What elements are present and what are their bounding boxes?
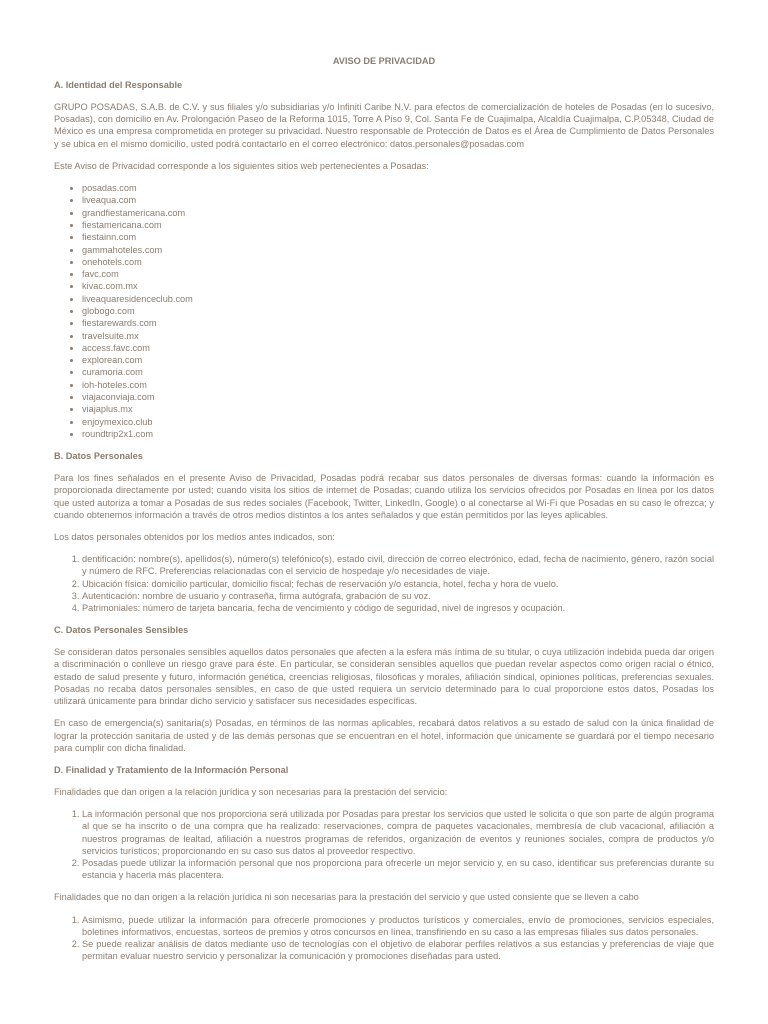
section-a-paragraph-1: GRUPO POSADAS, S.A.B. de C.V. y sus filiales y/o subsidiarias y/o Infiniti Caribe N.V. para efectos de comercialización de hoteles de Posadas (en lo sucesivo, Posadas), con domicilio en Av. Prolongación Paseo de la Reforma 1015, Torre A Piso 9, Col. Santa Fe de Cuajimalpa, Alcaldía Cuajimalpa, C.P.05348, Ciudad de México es una empresa comprometida en proteger su privacidad. Nuestro responsable de Protección de Datos es el Área de Cumplimiento de Datos Personales y se ubica en el mismo domicilio, usted podrá contactarlo en el correo electrónico: datos.personales@posadas.com xyxy=(54,102,714,149)
list-item: 1. dentificación: nombre(s), apellidos(s), número(s) telefónico(s), estado civil, dirección de correo electrónico, edad, fecha de nacimiento, género, razón social y número de RFC. Preferencias relacionadas con el servicio de hospedaje y/o necesidades de viaje. xyxy=(82,553,714,577)
list-item: 2. Posadas puede utilizar la información personal que nos proporciona para ofrecerle un mejor servicio y, en su caso, identificar sus preferencias durante su estancia y hacerla más placentera. xyxy=(82,857,714,881)
list-item: • ioh-hoteles.com xyxy=(82,379,714,391)
list-item: 4. Patrimoniales: número de tarjeta bancaria, fecha de vencimiento y código de seguridad, nivel de ingresos y ocupación. xyxy=(82,602,714,614)
list-item: • liveaqua.com xyxy=(82,194,714,206)
section-b-paragraph-2: Los datos personales obtenidos por los medios antes indicados, son: xyxy=(54,532,335,543)
list-item: • fiestarewards.com xyxy=(82,317,714,329)
list-item: • explorean.com xyxy=(82,354,714,366)
purposes-list-2 xyxy=(54,914,714,963)
section-a-paragraph-2: Este Aviso de Privacidad corresponde a los siguientes sitios web pertenecientes a Posadas: xyxy=(54,160,429,171)
list-item: 2. Ubicación física: domicilio particular, domicilio fiscal; fechas de reservación y/o estancia, hotel, fecha y hora de vuelo. xyxy=(82,578,714,590)
list-item: • kivac.com.mx xyxy=(82,280,714,292)
list-item: • grandfiestamericana.com xyxy=(82,207,714,219)
list-item: • fiestamericana.com xyxy=(82,219,714,231)
list-item: • posadas.com xyxy=(82,182,714,194)
section-c-heading: C. Datos Personales Sensibles xyxy=(54,625,189,636)
list-item: • globogo.com xyxy=(82,305,714,317)
section-c-paragraph-2: En caso de emergencia(s) sanitaria(s) Posadas, en términos de las normas aplicables, recabará datos relativos a su estado de salud con la única finalidad de lograr la protección sanitaria de usted y de las demás personas que se encuentran en el hotel, información que únicamente se guardará por el tiempo necesario para cumplir con dicha finalidad. xyxy=(54,718,714,753)
section-d-paragraph-1: Finalidades que dan origen a la relación jurídica y son necesarias para la prestación del servicio: xyxy=(54,786,448,797)
section-b-heading: B. Datos Personales xyxy=(54,451,143,462)
list-item: • roundtrip2x1.com xyxy=(82,428,714,440)
list-item: • liveaquaresidenceclub.com xyxy=(82,293,714,305)
list-item: 3. Autenticación: nombre de usuario y contraseña, firma autógrafa, grabación de su voz. xyxy=(82,590,714,602)
list-item: • travelsuite.mx xyxy=(82,330,714,342)
sites-list xyxy=(54,182,714,440)
list-item: • viajaconviaja.com xyxy=(82,391,714,403)
list-item: • access.favc.com xyxy=(82,342,714,354)
list-item: • fiestainn.com xyxy=(82,231,714,243)
list-item: 1. Asimismo, puede utilizar la información para ofrecerle promociones y productos turísticos y comerciales, envío de promociones, servicios especiales, boletines informativos, encuestas, sorteos de premios y otros concursos en línea, transfiriendo en su caso a las empresas filiales sus datos personales. xyxy=(82,914,714,938)
personal-data-list xyxy=(54,553,714,614)
list-item: • gammahoteles.com xyxy=(82,244,714,256)
list-item: • favc.com xyxy=(82,268,714,280)
list-item: 1. La información personal que nos proporciona será utilizada por Posadas para prestar los servicios que usted le solicita o que son parte de algún programa al que se ha inscrito o de una compra que ha realizado: reservaciones, compra de paquetes vacacionales, membresía de club vacacional, afiliación a nuestros programas de lealtad, afiliación a nuestros programas de referidos, organización de eventos y reuniones sociales, compra de productos y/o servicios turísticos; proporcionando en su caso sus datos al proveedor respectivo. xyxy=(82,808,714,857)
list-item: • curamoria.com xyxy=(82,366,714,378)
list-item: • viajaplus.mx xyxy=(82,403,714,415)
list-item: • onehotels.com xyxy=(82,256,714,268)
section-a-heading: A. Identidad del Responsable xyxy=(54,80,183,90)
section-d-paragraph-2: Finalidades que no dan origen a la relación jurídica ni son necesarias para la prestación del servicio y que usted consiente que se lleven a cabo xyxy=(54,892,639,903)
section-d-heading: D. Finalidad y Tratamiento de la Información Personal xyxy=(54,764,289,775)
section-c-paragraph-1: Se consideran datos personales sensibles aquellos datos personales que afecten a la esfera más íntima de su titular, o cuya utilización indebida pueda dar origen a discriminación o conlleve un riesgo grave para éste. En particular, se consideran sensibles aquellos que puedan revelar aspectos como origen racial o étnico, estado de salud presente y futuro, información genética, creencias religiosas, filosóficas y morales, afiliación sindical, opiniones políticas, preferencias sexuales. Posadas no recaba datos personales sensibles, en caso de que usted requiera un servicio determinado para lo cual proporcione estos datos, Posadas los utilizará únicamente para brindar dicho servicio y satisfacer sus necesidades específicas. xyxy=(54,647,714,707)
list-item: 2. Se puede realizar análisis de datos mediante uso de tecnologías con el objetivo de elaborar perfiles relativos a sus estancias y preferencias de viaje que permitan evaluar nuestro servicio y personalizar la comunicación y promociones diseñadas para usted. xyxy=(82,938,714,962)
document-title: AVISO DE PRIVACIDAD xyxy=(332,56,436,66)
purposes-list-1 xyxy=(54,808,714,881)
list-item: • enjoymexico.club xyxy=(82,416,714,428)
privacy-document xyxy=(54,0,714,962)
section-b-paragraph-1: Para los fines señalados en el presente Aviso de Privacidad, Posadas podrá recabar sus datos personales de diversas formas: cuando la información es proporcionada directamente por usted; cuando visita los sitios de internet de Posadas; cuando utiliza los servicios ofrecidos por Posadas en línea por los datos que usted autoriza a tomar a Posadas de sus redes sociales (Facebook, Twitter, LinkedIn, Google) o al conectarse al Wi-Fi que Posadas en su caso le ofrezca; y cuando obtenemos información a través de otros medios distintos a los antes señalados y que están permitidos por las leyes aplicables. xyxy=(54,473,714,520)
